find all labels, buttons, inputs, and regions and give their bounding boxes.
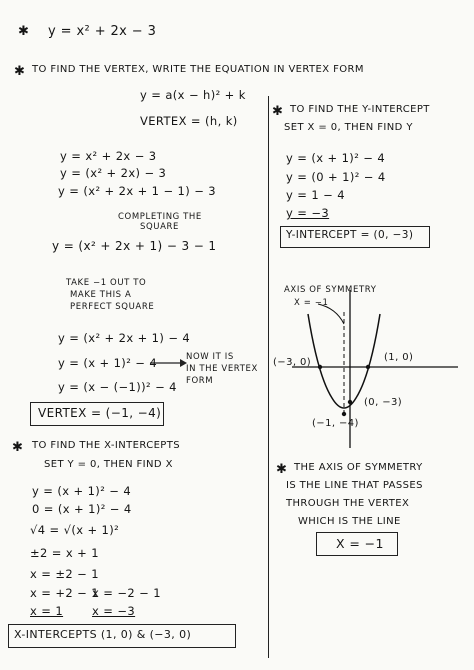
vertex-instruction: TO FIND THE VERTEX, WRITE THE EQUATION IN VERTEX FORM [32, 64, 364, 75]
axis-label-1: AXIS OF SYMMETRY [284, 285, 377, 295]
point-label-y-intercept: (0, −3) [364, 397, 403, 408]
x-right-result: x = −3 [92, 604, 136, 618]
axis-label-pointer [318, 304, 344, 324]
y-intercept-star-icon: ✱ [272, 104, 284, 119]
x-intercepts-instruction-1: TO FIND THE X-INTERCEPTS [32, 440, 180, 451]
x-left-step: x = +2 − 1 [30, 586, 99, 600]
note-completing-1: COMPLETING THE [118, 212, 202, 222]
note-take-out-2: MAKE THIS A [70, 290, 132, 300]
vertex-step-3: y = (x² + 2x + 1 − 1) − 3 [58, 184, 217, 198]
point-x-intercept-left [318, 365, 322, 369]
vertex-step-1: y = x² + 2x − 3 [60, 149, 157, 163]
axis-star-icon: ✱ [276, 462, 288, 477]
header-equation: y = x² + 2x − 3 [48, 24, 157, 39]
note-vertex-form-3: FORM [186, 376, 214, 386]
vertex-step-6: y = (x + 1)² − 4 [58, 356, 158, 370]
vertex-label: VERTEX = (h, k) [140, 114, 238, 128]
header-star-icon: ✱ [18, 24, 30, 39]
x-intercepts-step-3: √4 = √(x + 1)² [30, 523, 120, 537]
x-intercepts-step-4: ±2 = x + 1 [30, 546, 99, 560]
y-intercept-step-2: y = (0 + 1)² − 4 [286, 170, 386, 184]
note-take-out-3: PERFECT SQUARE [70, 302, 155, 312]
axis-label-2: X = −1 [294, 298, 329, 308]
axis-text-4: WHICH IS THE LINE [298, 516, 401, 527]
note-take-out-1: TAKE −1 OUT TO [66, 278, 147, 288]
point-label-right: (1, 0) [384, 352, 414, 363]
arrow-to-note [148, 356, 188, 370]
point-x-intercept-right [366, 365, 370, 369]
y-intercept-step-1: y = (x + 1)² − 4 [286, 151, 386, 165]
axis-text-3: THROUGH THE VERTEX [286, 498, 410, 509]
x-intercepts-step-5: x = ±2 − 1 [30, 567, 99, 581]
point-label-vertex: (−1, −4) [312, 418, 359, 429]
axis-text-1: THE AXIS OF SYMMETRY [294, 462, 423, 473]
point-label-left: (−3, 0) [273, 357, 312, 368]
y-intercept-result: Y-INTERCEPT = (0, −3) [286, 229, 414, 241]
point-y-intercept [348, 400, 352, 404]
x-right-step: x = −2 − 1 [92, 586, 161, 600]
x-left-result: x = 1 [30, 604, 64, 618]
note-vertex-form-1: NOW IT IS [186, 352, 234, 362]
axis-text-2: IS THE LINE THAT PASSES [286, 480, 423, 491]
vertex-step-7: y = (x − (−1))² − 4 [58, 380, 177, 394]
x-intercepts-step-1: y = (x + 1)² − 4 [32, 484, 132, 498]
x-intercepts-step-2: 0 = (x + 1)² − 4 [32, 502, 132, 516]
note-vertex-form-2: IN THE VERTEX [186, 364, 258, 374]
vertex-star-icon: ✱ [14, 64, 26, 79]
column-divider [268, 96, 269, 658]
x-intercepts-instruction-2: SET Y = 0, THEN FIND X [44, 459, 173, 470]
vertex-form-formula: y = a(x − h)² + k [140, 88, 246, 102]
y-intercept-step-4: y = −3 [286, 206, 330, 220]
vertex-step-5: y = (x² + 2x + 1) − 4 [58, 331, 191, 345]
x-intercepts-result: X-INTERCEPTS (1, 0) & (−3, 0) [14, 628, 192, 641]
point-vertex [342, 412, 346, 416]
vertex-step-2: y = (x² + 2x) − 3 [60, 166, 167, 180]
x-intercepts-star-icon: ✱ [12, 440, 24, 455]
y-intercept-instruction-1: TO FIND THE Y-INTERCEPT [290, 104, 430, 115]
vertex-result: VERTEX = (−1, −4) [38, 406, 162, 420]
y-intercept-instruction-2: SET X = 0, THEN FIND Y [284, 122, 413, 133]
axis-result: X = −1 [336, 536, 384, 551]
vertex-step-4: y = (x² + 2x + 1) − 3 − 1 [52, 239, 217, 253]
y-intercept-step-3: y = 1 − 4 [286, 188, 345, 202]
note-completing-2: SQUARE [140, 222, 179, 232]
